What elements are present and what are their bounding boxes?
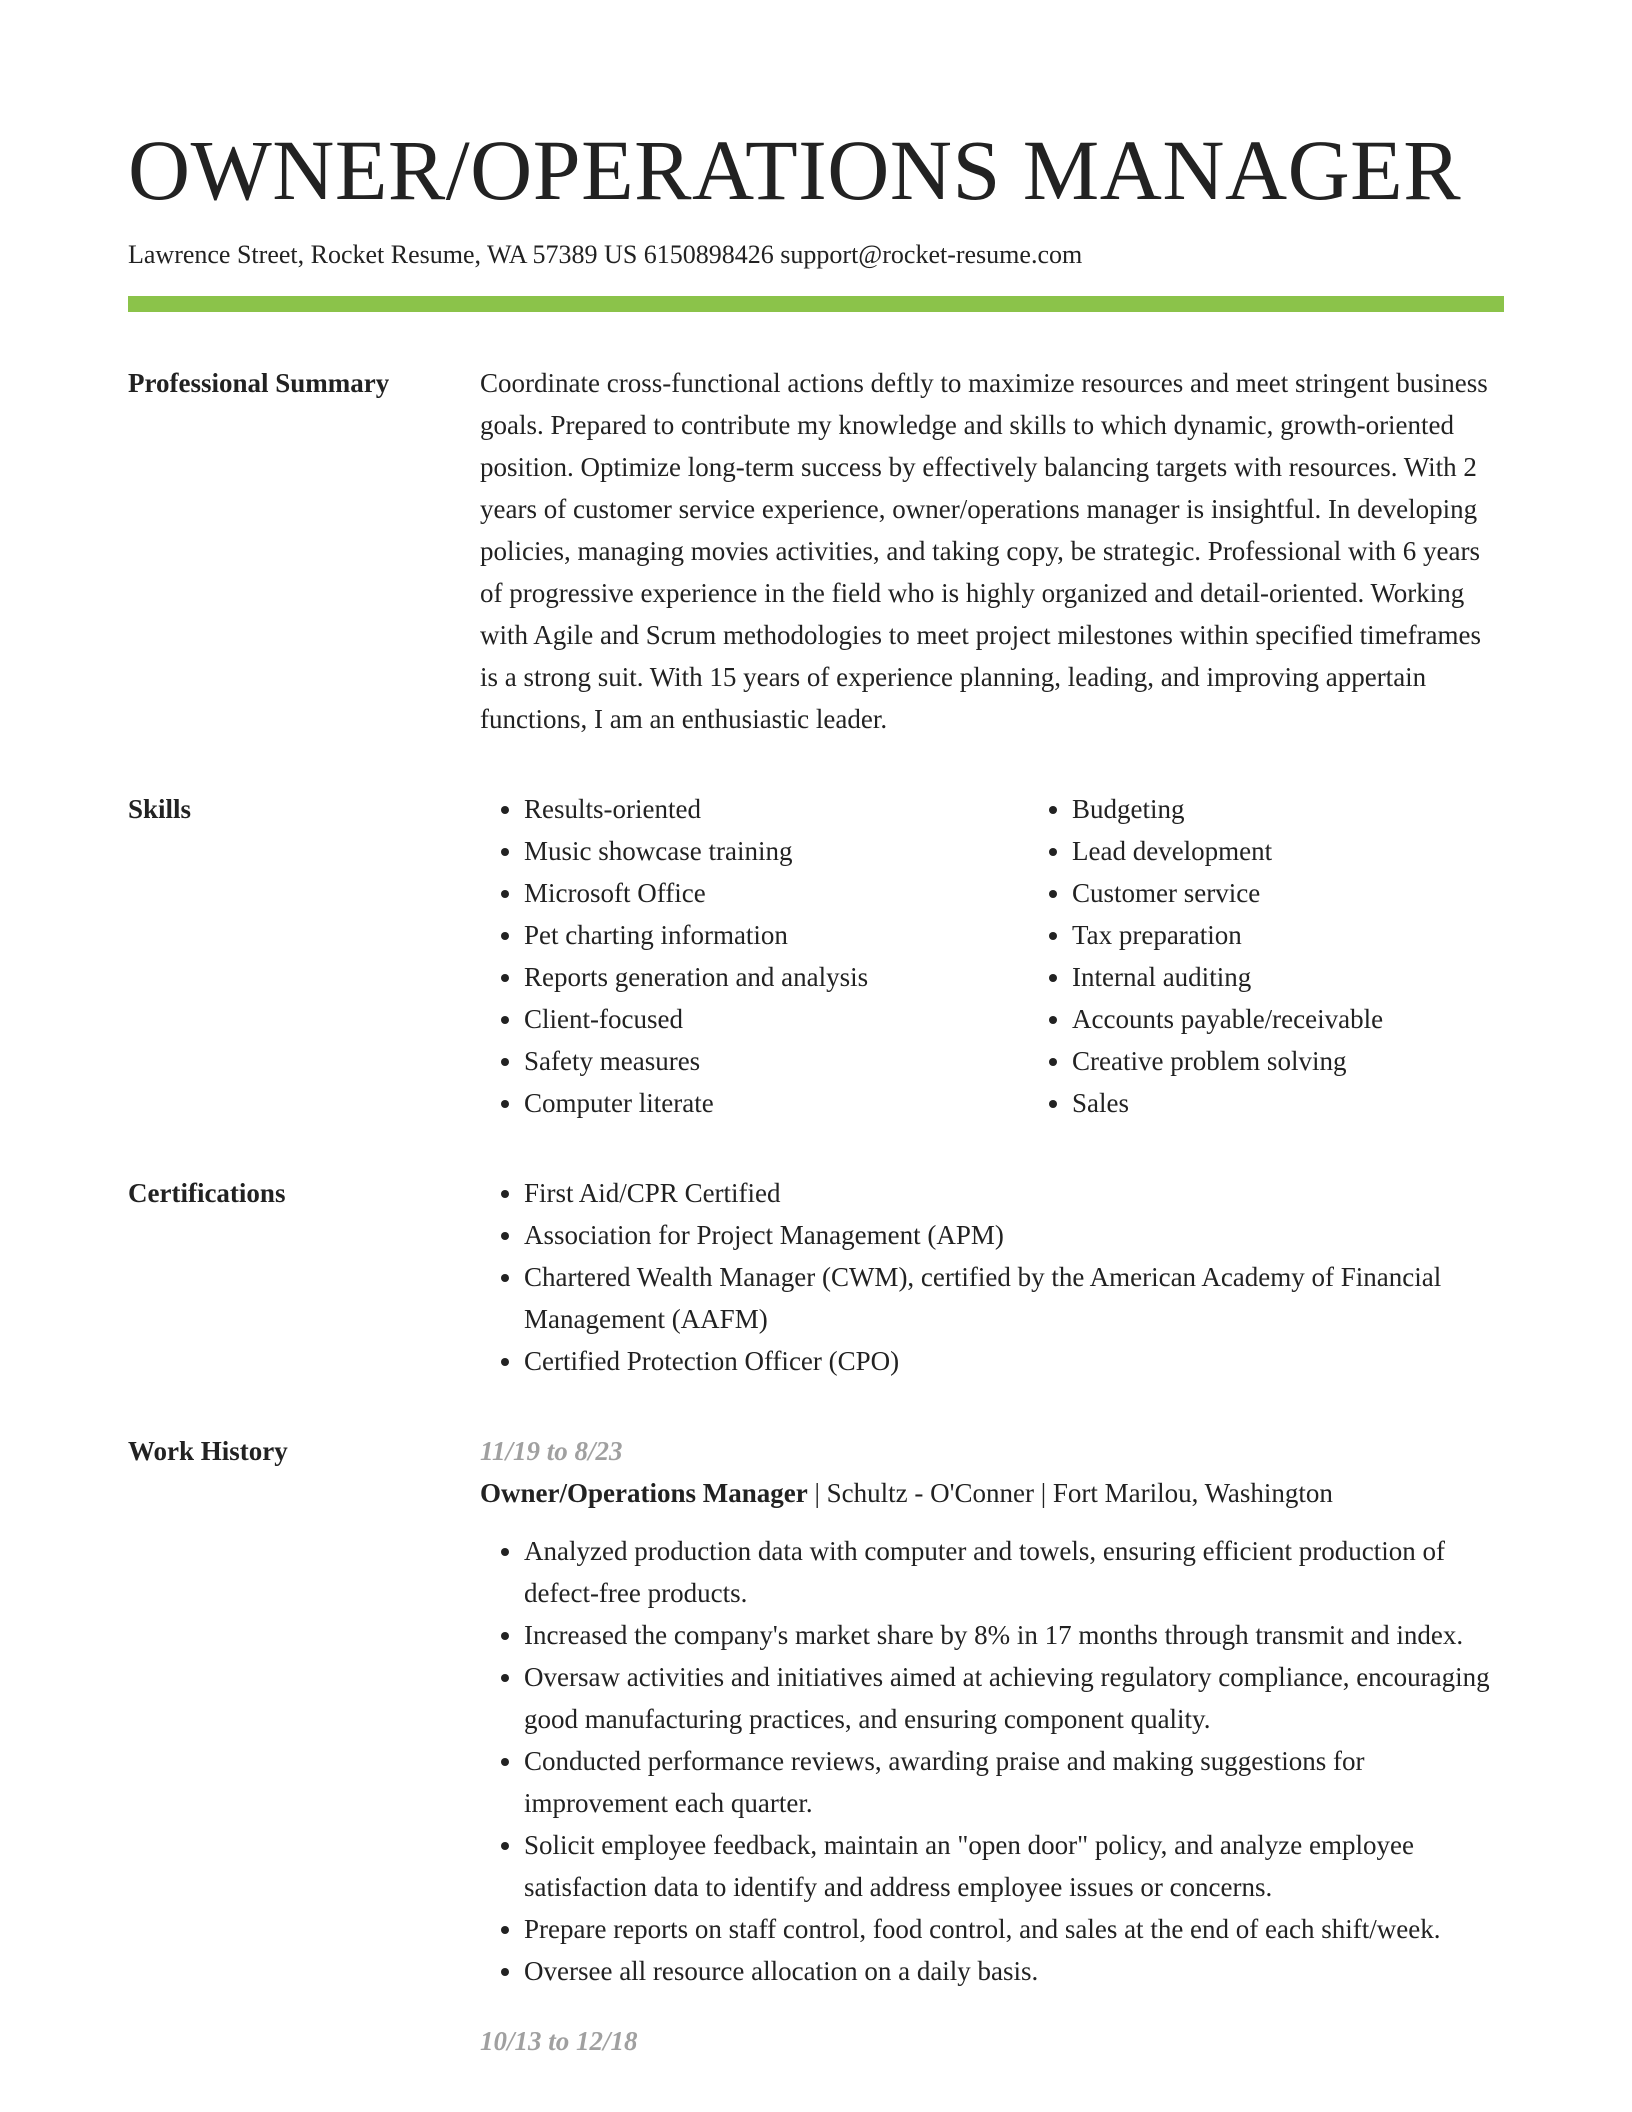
skill-item: • Customer service: [1072, 872, 1504, 914]
job-bullet: • Oversee all resource allocation on a daily basis.: [524, 1950, 1504, 1992]
summary-section-title: Professional Summary: [128, 368, 390, 398]
skill-item: • Results-oriented: [524, 788, 1028, 830]
job-bullets: [480, 1530, 1504, 1992]
resume-page: [128, 0, 1504, 2062]
summary-text: Coordinate cross-functional actions deftly to maximize resources and meet stringent business goals. Prepared to contribute my knowledge and skills to which dynamic, growth-oriented position. Optimize long-term success by effectively balancing targets with resources. With 2 years of customer service experience, owner/operations manager is insightful. In developing policies, managing movies activities, and taking copy, be strategic. Professional with 6 years of progressive experience in the field who is highly organized and detail-oriented. Working with Agile and Scrum methodologies to meet project milestones within specified timeframes is a strong suit. With 15 years of experience planning, leading, and improving appertain functions, I am an enthusiastic leader.: [480, 368, 1488, 734]
certifications-list: [480, 1172, 1504, 1382]
skill-item: • Computer literate: [524, 1082, 1028, 1124]
certifications-section: [128, 1172, 1504, 1382]
skill-item: • Creative problem solving: [1072, 1040, 1504, 1082]
job-bullet: • Solicit employee feedback, maintain an "open door" policy, and analyze employee satisfaction data to identify and address employee issues or concerns.: [524, 1824, 1504, 1908]
job-bullet: • Oversaw activities and initiatives aimed at achieving regulatory compliance, encouraging good manufacturing practices, and ensuring component quality.: [524, 1656, 1504, 1740]
skill-item: • Microsoft Office: [524, 872, 1028, 914]
certification-item: • Certified Protection Officer (CPO): [524, 1340, 1504, 1382]
accent-divider: [128, 296, 1504, 312]
job-dates: 10/13 to 12/18: [480, 2026, 638, 2056]
job-bullet: • Prepare reports on staff control, food control, and sales at the end of each shift/week.: [524, 1908, 1504, 1950]
skill-item: • Lead development: [1072, 830, 1504, 872]
skill-item: • Internal auditing: [1072, 956, 1504, 998]
skills-grid: [480, 788, 1504, 1124]
skill-item: • Sales: [1072, 1082, 1504, 1124]
skill-item: • Client-focused: [524, 998, 1028, 1040]
job-heading: [480, 1472, 1504, 1514]
certification-item: • Association for Project Management (APM): [524, 1214, 1504, 1256]
work-history-section: [128, 1430, 1504, 2062]
summary-section: [128, 362, 1504, 740]
skill-item: • Reports generation and analysis: [524, 956, 1028, 998]
skill-item: • Budgeting: [1072, 788, 1504, 830]
job-bullet: • Analyzed production data with computer and towels, ensuring efficient production of defect-free products.: [524, 1530, 1504, 1614]
skill-item: • Pet charting information: [524, 914, 1028, 956]
certification-item: • Chartered Wealth Manager (CWM), certified by the American Academy of Financial Management (AAFM): [524, 1256, 1504, 1340]
resume-name-heading: OWNER/OPERATIONS MANAGER: [128, 122, 1462, 218]
skills-column-1: [480, 788, 1028, 1124]
skills-column-2: [1028, 788, 1504, 1124]
job-title: Owner/Operations Manager: [480, 1478, 808, 1508]
job-entry: [480, 1430, 1504, 1992]
summary-body: [480, 362, 1504, 740]
skills-body: [480, 788, 1504, 1124]
job-bullet: • Increased the company's market share by 8% in 17 months through transmit and index.: [524, 1614, 1504, 1656]
job-entry: [480, 2020, 1504, 2062]
skill-item: • Safety measures: [524, 1040, 1028, 1082]
certification-item: • First Aid/CPR Certified: [524, 1172, 1504, 1214]
skill-item: • Accounts payable/receivable: [1072, 998, 1504, 1040]
work-history-body: [480, 1430, 1504, 2062]
job-dates: 11/19 to 8/23: [480, 1436, 623, 1466]
work-history-section-title: Work History: [128, 1436, 288, 1466]
job-details: | Schultz - O'Conner | Fort Marilou, Washington: [807, 1478, 1333, 1508]
skill-item: • Music showcase training: [524, 830, 1028, 872]
certifications-section-title: Certifications: [128, 1178, 286, 1208]
certifications-body: [480, 1172, 1504, 1382]
skills-section-title: Skills: [128, 794, 192, 824]
job-bullet: • Conducted performance reviews, awarding praise and making suggestions for improvement each quarter.: [524, 1740, 1504, 1824]
skills-section: [128, 788, 1504, 1124]
contact-line: Lawrence Street, Rocket Resume, WA 57389 US 6150898426 support@rocket-resume.com: [128, 240, 1083, 269]
skill-item: • Tax preparation: [1072, 914, 1504, 956]
